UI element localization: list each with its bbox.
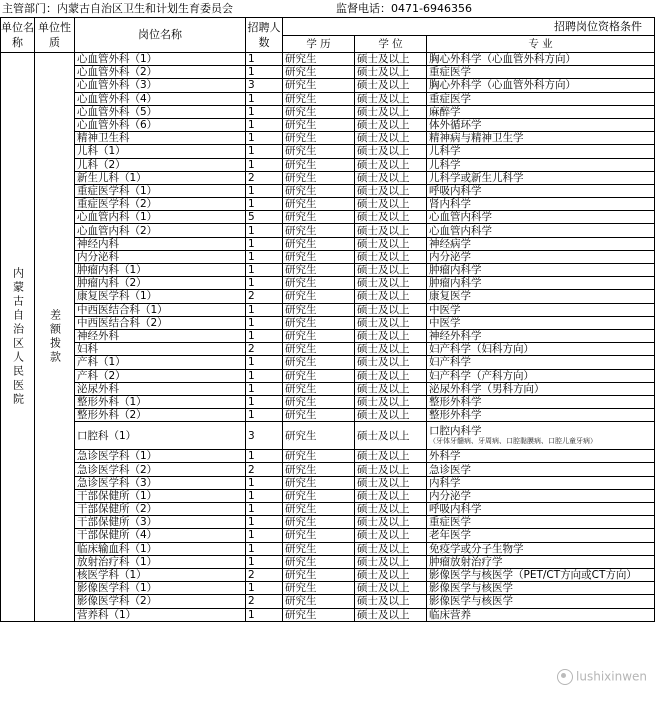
degree-cell: 硕士及以上 bbox=[355, 329, 427, 342]
degree-cell: 硕士及以上 bbox=[355, 503, 427, 516]
table-row bbox=[1, 92, 655, 105]
position-cell: 临床输血科（1） bbox=[75, 542, 246, 555]
count-cell: 1 bbox=[246, 409, 283, 422]
education-cell: 研究生 bbox=[283, 409, 355, 422]
degree-cell: 硕士及以上 bbox=[355, 476, 427, 489]
position-cell: 精神卫生科 bbox=[75, 132, 246, 145]
table-row bbox=[1, 277, 655, 290]
major-cell: 妇产科学（产科方向） bbox=[427, 369, 655, 382]
education-cell: 研究生 bbox=[283, 277, 355, 290]
count-cell: 1 bbox=[246, 542, 283, 555]
position-cell: 干部保健所（2） bbox=[75, 503, 246, 516]
position-cell: 康复医学科（1） bbox=[75, 290, 246, 303]
position-cell: 急诊医学科（2） bbox=[75, 463, 246, 476]
count-cell: 2 bbox=[246, 171, 283, 184]
major-cell: 免疫学或分子生物学 bbox=[427, 542, 655, 555]
major-cell: 重症医学 bbox=[427, 516, 655, 529]
count-cell: 2 bbox=[246, 343, 283, 356]
count-cell: 1 bbox=[246, 105, 283, 118]
count-cell: 1 bbox=[246, 395, 283, 408]
major-cell: 整形外科学 bbox=[427, 409, 655, 422]
degree-cell: 硕士及以上 bbox=[355, 277, 427, 290]
table-row bbox=[1, 316, 655, 329]
degree-cell: 硕士及以上 bbox=[355, 516, 427, 529]
col-header-unit-type: 单位性质 bbox=[35, 18, 75, 53]
education-cell: 研究生 bbox=[283, 53, 355, 66]
table-row bbox=[1, 105, 655, 118]
major-cell: 重症医学 bbox=[427, 66, 655, 79]
count-cell: 2 bbox=[246, 463, 283, 476]
position-cell: 干部保健所（3） bbox=[75, 516, 246, 529]
table-row bbox=[1, 118, 655, 131]
table-row bbox=[1, 132, 655, 145]
table-row bbox=[1, 66, 655, 79]
position-cell: 心血管外科（5） bbox=[75, 105, 246, 118]
table-row bbox=[1, 53, 655, 66]
count-cell: 1 bbox=[246, 118, 283, 131]
education-cell: 研究生 bbox=[283, 343, 355, 356]
major-cell: 中医学 bbox=[427, 316, 655, 329]
count-cell: 1 bbox=[246, 529, 283, 542]
major-cell: 影像医学与核医学（PET/CT方向或CT方向） bbox=[427, 568, 655, 581]
table-row bbox=[1, 145, 655, 158]
degree-cell: 硕士及以上 bbox=[355, 343, 427, 356]
position-cell: 心血管内科（2） bbox=[75, 224, 246, 237]
education-cell: 研究生 bbox=[283, 555, 355, 568]
major-cell: 整形外科学 bbox=[427, 395, 655, 408]
position-cell: 心血管外科（1） bbox=[75, 53, 246, 66]
education-cell: 研究生 bbox=[283, 608, 355, 621]
count-cell: 3 bbox=[246, 422, 283, 450]
degree-cell: 硕士及以上 bbox=[355, 118, 427, 131]
count-cell: 1 bbox=[246, 608, 283, 621]
unit-type: 差额拨款 bbox=[48, 308, 62, 365]
degree-cell: 硕士及以上 bbox=[355, 450, 427, 463]
education-cell: 研究生 bbox=[283, 450, 355, 463]
major-cell: 影像医学与核医学 bbox=[427, 595, 655, 608]
table-row bbox=[1, 382, 655, 395]
unit-type-cell bbox=[35, 53, 75, 622]
position-cell: 整形外科（1） bbox=[75, 395, 246, 408]
table-row bbox=[1, 582, 655, 595]
col-header-degree: 学 位 bbox=[355, 36, 427, 53]
table-row bbox=[1, 568, 655, 581]
degree-cell: 硕士及以上 bbox=[355, 132, 427, 145]
position-cell: 急诊医学科（3） bbox=[75, 476, 246, 489]
degree-cell: 硕士及以上 bbox=[355, 211, 427, 224]
degree-cell: 硕士及以上 bbox=[355, 369, 427, 382]
education-cell: 研究生 bbox=[283, 476, 355, 489]
table-row bbox=[1, 329, 655, 342]
table-row bbox=[1, 422, 655, 450]
table-row bbox=[1, 409, 655, 422]
count-cell: 3 bbox=[246, 79, 283, 92]
table-row bbox=[1, 450, 655, 463]
major-cell: 心血管内科学 bbox=[427, 224, 655, 237]
count-cell: 1 bbox=[246, 237, 283, 250]
count-cell: 1 bbox=[246, 224, 283, 237]
education-cell: 研究生 bbox=[283, 198, 355, 211]
table-row bbox=[1, 79, 655, 92]
major-cell: 儿科学 bbox=[427, 158, 655, 171]
degree-cell: 硕士及以上 bbox=[355, 542, 427, 555]
count-cell: 1 bbox=[246, 382, 283, 395]
education-cell: 研究生 bbox=[283, 582, 355, 595]
major-cell: 胸心外科学（心血管外科方向） bbox=[427, 53, 655, 66]
department-label: 主管部门：内蒙古自治区卫生和计划生育委员会 bbox=[2, 2, 233, 15]
count-cell: 1 bbox=[246, 66, 283, 79]
education-cell: 研究生 bbox=[283, 489, 355, 502]
degree-cell: 硕士及以上 bbox=[355, 489, 427, 502]
table-row bbox=[1, 595, 655, 608]
education-cell: 研究生 bbox=[283, 422, 355, 450]
degree-cell: 硕士及以上 bbox=[355, 171, 427, 184]
degree-cell: 硕士及以上 bbox=[355, 382, 427, 395]
position-cell: 中西医结合科（2） bbox=[75, 316, 246, 329]
major-cell: 妇产科学 bbox=[427, 356, 655, 369]
major-cell: 精神病与精神卫生学 bbox=[427, 132, 655, 145]
degree-cell: 硕士及以上 bbox=[355, 303, 427, 316]
major-cell: 神经病学 bbox=[427, 237, 655, 250]
count-cell: 1 bbox=[246, 184, 283, 197]
major-cell: 呼吸内科学 bbox=[427, 503, 655, 516]
col-header-position: 岗位名称 bbox=[75, 18, 246, 53]
table-row bbox=[1, 303, 655, 316]
major-cell: 内科学 bbox=[427, 476, 655, 489]
position-cell: 心血管外科（6） bbox=[75, 118, 246, 131]
count-cell: 1 bbox=[246, 503, 283, 516]
major-text: 口腔内科学 bbox=[429, 425, 482, 438]
major-cell: 肿瘤内科学 bbox=[427, 264, 655, 277]
position-cell: 影像医学科（2） bbox=[75, 595, 246, 608]
col-header-count: 招聘人数 bbox=[246, 18, 283, 53]
count-cell: 1 bbox=[246, 145, 283, 158]
degree-cell: 硕士及以上 bbox=[355, 395, 427, 408]
education-cell: 研究生 bbox=[283, 158, 355, 171]
major-cell: 肿瘤放射治疗学 bbox=[427, 555, 655, 568]
table-row bbox=[1, 542, 655, 555]
degree-cell: 硕士及以上 bbox=[355, 264, 427, 277]
count-cell: 1 bbox=[246, 555, 283, 568]
table-row bbox=[1, 250, 655, 263]
table-row bbox=[1, 555, 655, 568]
major-cell: 神经外科学 bbox=[427, 329, 655, 342]
education-cell: 研究生 bbox=[283, 250, 355, 263]
degree-cell: 硕士及以上 bbox=[355, 198, 427, 211]
table-body bbox=[1, 53, 655, 622]
education-cell: 研究生 bbox=[283, 118, 355, 131]
count-cell: 1 bbox=[246, 158, 283, 171]
major-cell: 体外循环学 bbox=[427, 118, 655, 131]
degree-cell: 硕士及以上 bbox=[355, 237, 427, 250]
position-cell: 放射治疗科（1） bbox=[75, 555, 246, 568]
table-row bbox=[1, 516, 655, 529]
position-cell: 妇科 bbox=[75, 343, 246, 356]
table-row bbox=[1, 184, 655, 197]
major-cell: 急诊医学 bbox=[427, 463, 655, 476]
table-row bbox=[1, 503, 655, 516]
table-row bbox=[1, 198, 655, 211]
education-cell: 研究生 bbox=[283, 92, 355, 105]
position-cell: 干部保健所（4） bbox=[75, 529, 246, 542]
count-cell: 1 bbox=[246, 198, 283, 211]
education-cell: 研究生 bbox=[283, 463, 355, 476]
education-cell: 研究生 bbox=[283, 395, 355, 408]
major-cell: 胸心外科学（心血管外科方向） bbox=[427, 79, 655, 92]
major-cell: 儿科学或新生儿科学 bbox=[427, 171, 655, 184]
position-cell: 影像医学科（1） bbox=[75, 582, 246, 595]
wechat-logo-icon bbox=[557, 669, 573, 685]
count-cell: 2 bbox=[246, 568, 283, 581]
major-cell: 肾内科学 bbox=[427, 198, 655, 211]
degree-cell: 硕士及以上 bbox=[355, 184, 427, 197]
degree-cell: 硕士及以上 bbox=[355, 356, 427, 369]
education-cell: 研究生 bbox=[283, 211, 355, 224]
education-cell: 研究生 bbox=[283, 316, 355, 329]
count-cell: 1 bbox=[246, 277, 283, 290]
education-cell: 研究生 bbox=[283, 132, 355, 145]
col-header-unit-name: 单位名称 bbox=[1, 18, 35, 53]
unit-name: 内蒙古自治区人民医院 bbox=[11, 266, 25, 407]
education-cell: 研究生 bbox=[283, 516, 355, 529]
position-cell: 产科（1） bbox=[75, 356, 246, 369]
table-row bbox=[1, 224, 655, 237]
table-row bbox=[1, 343, 655, 356]
position-cell: 产科（2） bbox=[75, 369, 246, 382]
major-cell: 儿科学 bbox=[427, 145, 655, 158]
position-cell: 心血管外科（4） bbox=[75, 92, 246, 105]
education-cell: 研究生 bbox=[283, 595, 355, 608]
position-cell: 口腔科（1） bbox=[75, 422, 246, 450]
position-cell: 干部保健所（1） bbox=[75, 489, 246, 502]
degree-cell: 硕士及以上 bbox=[355, 158, 427, 171]
position-cell: 神经外科 bbox=[75, 329, 246, 342]
position-cell: 重症医学科（1） bbox=[75, 184, 246, 197]
table-row bbox=[1, 356, 655, 369]
count-cell: 1 bbox=[246, 369, 283, 382]
major-cell: 重症医学 bbox=[427, 92, 655, 105]
table-row bbox=[1, 158, 655, 171]
table-row bbox=[1, 489, 655, 502]
count-cell: 1 bbox=[246, 250, 283, 263]
degree-cell: 硕士及以上 bbox=[355, 568, 427, 581]
degree-cell: 硕士及以上 bbox=[355, 463, 427, 476]
education-cell: 研究生 bbox=[283, 66, 355, 79]
page-header bbox=[0, 0, 655, 16]
major-cell: 泌尿外科学（男科方向） bbox=[427, 382, 655, 395]
degree-cell: 硕士及以上 bbox=[355, 66, 427, 79]
position-cell: 儿科（2） bbox=[75, 158, 246, 171]
education-cell: 研究生 bbox=[283, 171, 355, 184]
count-cell: 1 bbox=[246, 476, 283, 489]
major-cell: 康复医学 bbox=[427, 290, 655, 303]
count-cell: 1 bbox=[246, 516, 283, 529]
table-row bbox=[1, 171, 655, 184]
degree-cell: 硕士及以上 bbox=[355, 409, 427, 422]
table-row bbox=[1, 237, 655, 250]
col-header-major: 专 业 bbox=[427, 36, 655, 53]
education-cell: 研究生 bbox=[283, 105, 355, 118]
position-cell: 新生儿科（1） bbox=[75, 171, 246, 184]
position-cell: 儿科（1） bbox=[75, 145, 246, 158]
table-row bbox=[1, 211, 655, 224]
position-cell: 神经内科 bbox=[75, 237, 246, 250]
education-cell: 研究生 bbox=[283, 145, 355, 158]
education-cell: 研究生 bbox=[283, 224, 355, 237]
table-row bbox=[1, 264, 655, 277]
position-cell: 营养科（1） bbox=[75, 608, 246, 621]
unit-name-cell bbox=[1, 53, 35, 622]
table-row bbox=[1, 529, 655, 542]
degree-cell: 硕士及以上 bbox=[355, 290, 427, 303]
position-cell: 肿瘤内科（2） bbox=[75, 277, 246, 290]
position-cell: 中西医结合科（1） bbox=[75, 303, 246, 316]
position-cell: 核医学科（1） bbox=[75, 568, 246, 581]
education-cell: 研究生 bbox=[283, 356, 355, 369]
supervision-phone: 监督电话：0471-6946356 bbox=[336, 2, 472, 15]
table-row bbox=[1, 395, 655, 408]
count-cell: 1 bbox=[246, 582, 283, 595]
table-row bbox=[1, 608, 655, 621]
major-cell: 心血管内科学 bbox=[427, 211, 655, 224]
degree-cell: 硕士及以上 bbox=[355, 224, 427, 237]
major-cell: 内分泌学 bbox=[427, 489, 655, 502]
count-cell: 1 bbox=[246, 264, 283, 277]
education-cell: 研究生 bbox=[283, 237, 355, 250]
count-cell: 1 bbox=[246, 92, 283, 105]
position-cell: 整形外科（2） bbox=[75, 409, 246, 422]
education-cell: 研究生 bbox=[283, 303, 355, 316]
table-row bbox=[1, 290, 655, 303]
degree-cell: 硕士及以上 bbox=[355, 582, 427, 595]
major-cell: 中医学 bbox=[427, 303, 655, 316]
degree-cell: 硕士及以上 bbox=[355, 53, 427, 66]
degree-cell: 硕士及以上 bbox=[355, 608, 427, 621]
education-cell: 研究生 bbox=[283, 568, 355, 581]
education-cell: 研究生 bbox=[283, 329, 355, 342]
position-cell: 心血管外科（2） bbox=[75, 66, 246, 79]
degree-cell: 硕士及以上 bbox=[355, 79, 427, 92]
major-cell: 老年医学 bbox=[427, 529, 655, 542]
count-cell: 1 bbox=[246, 132, 283, 145]
table-row bbox=[1, 369, 655, 382]
degree-cell: 硕士及以上 bbox=[355, 145, 427, 158]
position-cell: 急诊医学科（1） bbox=[75, 450, 246, 463]
watermark-text: lushixinwen bbox=[576, 669, 647, 684]
major-cell: 妇产科学（妇科方向） bbox=[427, 343, 655, 356]
degree-cell: 硕士及以上 bbox=[355, 529, 427, 542]
degree-cell: 硕士及以上 bbox=[355, 92, 427, 105]
major-cell: 肿瘤内科学 bbox=[427, 277, 655, 290]
count-cell: 1 bbox=[246, 450, 283, 463]
count-cell: 1 bbox=[246, 303, 283, 316]
major-cell: 内分泌学 bbox=[427, 250, 655, 263]
count-cell: 1 bbox=[246, 356, 283, 369]
degree-cell: 硕士及以上 bbox=[355, 105, 427, 118]
major-cell: 呼吸内科学 bbox=[427, 184, 655, 197]
count-cell: 5 bbox=[246, 211, 283, 224]
position-cell: 肿瘤内科（1） bbox=[75, 264, 246, 277]
education-cell: 研究生 bbox=[283, 529, 355, 542]
count-cell: 1 bbox=[246, 316, 283, 329]
major-cell bbox=[427, 422, 655, 450]
count-cell: 2 bbox=[246, 290, 283, 303]
position-cell: 泌尿外科 bbox=[75, 382, 246, 395]
col-header-education: 学 历 bbox=[283, 36, 355, 53]
education-cell: 研究生 bbox=[283, 79, 355, 92]
degree-cell: 硕士及以上 bbox=[355, 422, 427, 450]
count-cell: 2 bbox=[246, 595, 283, 608]
degree-cell: 硕士及以上 bbox=[355, 595, 427, 608]
degree-cell: 硕士及以上 bbox=[355, 555, 427, 568]
major-cell: 麻醉学 bbox=[427, 105, 655, 118]
major-cell: 临床营养 bbox=[427, 608, 655, 621]
education-cell: 研究生 bbox=[283, 184, 355, 197]
recruitment-table bbox=[0, 17, 655, 622]
degree-cell: 硕士及以上 bbox=[355, 316, 427, 329]
education-cell: 研究生 bbox=[283, 382, 355, 395]
education-cell: 研究生 bbox=[283, 542, 355, 555]
education-cell: 研究生 bbox=[283, 264, 355, 277]
count-cell: 1 bbox=[246, 489, 283, 502]
table-row bbox=[1, 463, 655, 476]
major-note: （牙体牙髓病、牙周病、口腔黏膜病、口腔儿童牙病） bbox=[429, 437, 597, 446]
position-cell: 内分泌科 bbox=[75, 250, 246, 263]
major-cell: 外科学 bbox=[427, 450, 655, 463]
position-cell: 心血管外科（3） bbox=[75, 79, 246, 92]
count-cell: 1 bbox=[246, 53, 283, 66]
position-cell: 重症医学科（2） bbox=[75, 198, 246, 211]
watermark bbox=[557, 669, 647, 685]
table-row bbox=[1, 476, 655, 489]
education-cell: 研究生 bbox=[283, 369, 355, 382]
education-cell: 研究生 bbox=[283, 290, 355, 303]
count-cell: 1 bbox=[246, 329, 283, 342]
position-cell: 心血管内科（1） bbox=[75, 211, 246, 224]
col-header-qualifications: 招聘岗位资格条件 bbox=[283, 18, 655, 36]
degree-cell: 硕士及以上 bbox=[355, 250, 427, 263]
education-cell: 研究生 bbox=[283, 503, 355, 516]
major-cell: 影像医学与核医学 bbox=[427, 582, 655, 595]
